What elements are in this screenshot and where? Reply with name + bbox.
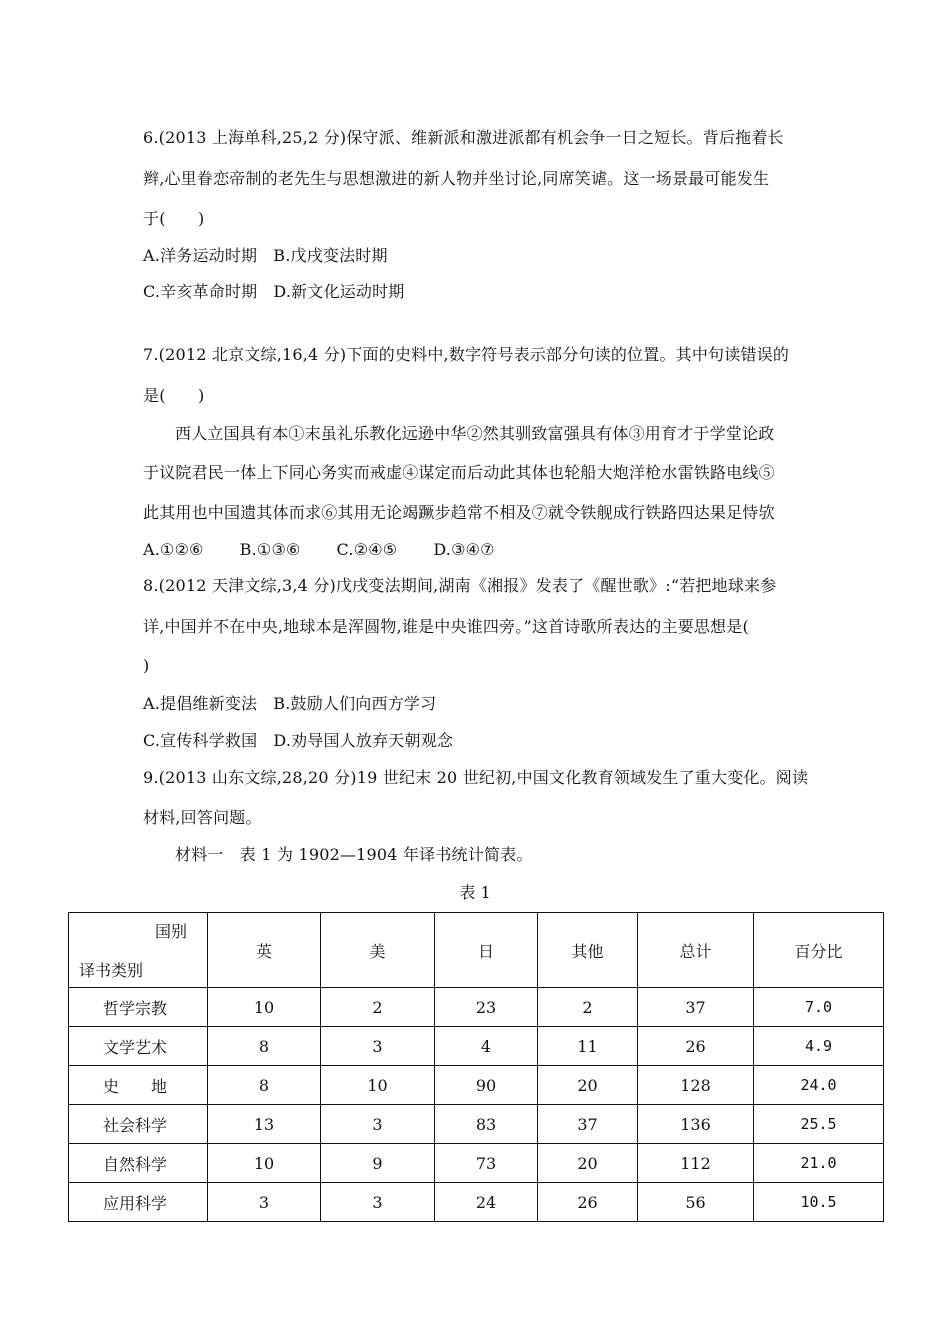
q6-options-row-2 <box>143 282 405 302</box>
table-cell: 3 <box>208 1183 321 1222</box>
q9-line-1: 9.(2013 山东文综,28,20 分)19 世纪末 20 世纪初,中国文化教育领域发生了重大变化。阅读 <box>143 768 809 787</box>
table-cell: 56 <box>638 1183 754 1222</box>
row-label: 应用科学 <box>69 1183 208 1222</box>
row-label: 社会科学 <box>69 1105 208 1144</box>
table-row <box>69 1066 884 1105</box>
table-header-row <box>69 913 884 988</box>
q8-options-row-1 <box>143 694 436 714</box>
q6-options-row-1 <box>143 246 388 266</box>
table-row <box>69 1144 884 1183</box>
corner-label-country: 国别 <box>154 922 187 941</box>
table-cell: 8 <box>208 1027 321 1066</box>
table-cell: 83 <box>435 1105 538 1144</box>
table-cell: 2 <box>538 988 638 1027</box>
q8-line-3: ) <box>143 656 150 675</box>
q8-option-c[interactable]: C.宣传科学救国 <box>143 731 258 750</box>
table-cell: 73 <box>435 1144 538 1183</box>
table-cell: 2 <box>321 988 435 1027</box>
q7-passage-line-2: 于议院君民一体上下同心务实而戒虚④谋定而后动此其体也轮船大炮洋枪水雷铁路电线⑤ <box>143 463 775 482</box>
q6-line-2: 辫,心里眷恋帝制的老先生与思想激进的新人物并坐讨论,同席笑谑。这一场景最可能发生 <box>143 169 770 188</box>
row-label: 自然科学 <box>69 1144 208 1183</box>
table-row <box>69 1105 884 1144</box>
table-cell: 26 <box>538 1183 638 1222</box>
table-cell: 4 <box>435 1027 538 1066</box>
table-cell: 25.5 <box>754 1105 884 1144</box>
table-cell: 10 <box>321 1066 435 1105</box>
table-cell: 136 <box>638 1105 754 1144</box>
table-cell: 24.0 <box>754 1066 884 1105</box>
q7-options-row <box>143 540 495 560</box>
table-cell: 10.5 <box>754 1183 884 1222</box>
table-row <box>69 1183 884 1222</box>
table-cell: 24 <box>435 1183 538 1222</box>
table-caption: 表 1 <box>459 883 491 902</box>
q7-line-2: 是( ) <box>143 386 205 405</box>
q6-line-3: 于( ) <box>143 209 205 228</box>
table-cell: 20 <box>538 1066 638 1105</box>
table-cell: 37 <box>638 988 754 1027</box>
q7-option-b[interactable]: B.①③⑥ <box>239 540 301 559</box>
q6-line-1: 6.(2013 上海单科,25,2 分)保守派、维新派和激进派都有机会争一日之短长。背后拖着长 <box>143 128 784 147</box>
table-cell: 4.9 <box>754 1027 884 1066</box>
table-cell: 13 <box>208 1105 321 1144</box>
row-label: 文学艺术 <box>69 1027 208 1066</box>
column-header: 其他 <box>538 913 638 988</box>
table-cell: 20 <box>538 1144 638 1183</box>
q8-option-b[interactable]: B.鼓励人们向西方学习 <box>273 694 437 713</box>
q8-options-row-2 <box>143 731 453 751</box>
table-cell: 8 <box>208 1066 321 1105</box>
table-cell: 10 <box>208 988 321 1027</box>
q7-option-d[interactable]: D.③④⑦ <box>433 540 495 559</box>
row-label: 史 地 <box>69 1066 208 1105</box>
table-cell: 128 <box>638 1066 754 1105</box>
q7-option-a[interactable]: A.①②⑥ <box>143 540 204 559</box>
column-header: 百分比 <box>754 913 884 988</box>
q6-option-c[interactable]: C.辛亥革命时期 <box>143 282 258 301</box>
q7-passage-line-3: 此其用也中国遗其体而求⑥其用无论竭蹶步趋常不相及⑦就令铁舰成行铁路四达果足恃欤 <box>143 503 775 522</box>
table-cell: 10 <box>208 1144 321 1183</box>
table-cell: 26 <box>638 1027 754 1066</box>
q6-option-a[interactable]: A.洋务运动时期 <box>143 246 258 265</box>
q7-passage-line-1: 西人立国具有本①末虽礼乐教化远逊中华②然其驯致富强具有体③用育才于学堂论政 <box>175 424 775 443</box>
row-label: 哲学宗教 <box>69 988 208 1027</box>
table-cell: 37 <box>538 1105 638 1144</box>
table-row <box>69 988 884 1027</box>
q7-option-c[interactable]: C.②④⑤ <box>336 540 398 559</box>
table-cell: 9 <box>321 1144 435 1183</box>
q8-option-a[interactable]: A.提倡维新变法 <box>143 694 258 713</box>
table-cell: 90 <box>435 1066 538 1105</box>
corner-label-category: 译书类别 <box>79 961 144 980</box>
translation-stats-table <box>68 912 884 1222</box>
table-cell: 112 <box>638 1144 754 1183</box>
column-header: 英 <box>208 913 321 988</box>
q7-line-1: 7.(2012 北京文综,16,4 分)下面的史料中,数字符号表示部分句读的位置。其中句读错误的 <box>143 345 790 364</box>
column-header: 美 <box>321 913 435 988</box>
q9-line-2: 材料,回答问题。 <box>143 808 262 827</box>
column-header: 总计 <box>638 913 754 988</box>
q9-material-label: 材料一 表 1 为 1902—1904 年译书统计简表。 <box>175 845 533 864</box>
q8-line-2: 详,中国并不在中央,地球本是浑圆物,谁是中央谁四旁。”这首诗歌所表达的主要思想是( <box>143 617 749 636</box>
table-cell: 11 <box>538 1027 638 1066</box>
table-cell: 3 <box>321 1027 435 1066</box>
q8-option-d[interactable]: D.劝导国人放弃天朝观念 <box>273 731 454 750</box>
table-cell: 7.0 <box>754 988 884 1027</box>
table-cell: 3 <box>321 1183 435 1222</box>
table-corner-cell <box>69 913 208 988</box>
q8-line-1: 8.(2012 天津文综,3,4 分)戊戌变法期间,湖南《湘报》发表了《醒世歌》:“若把地球来参 <box>143 576 777 595</box>
q6-option-b[interactable]: B.戊戌变法时期 <box>273 246 388 265</box>
table-row <box>69 1027 884 1066</box>
table-cell: 21.0 <box>754 1144 884 1183</box>
table-cell: 23 <box>435 988 538 1027</box>
column-header: 日 <box>435 913 538 988</box>
table-cell: 3 <box>321 1105 435 1144</box>
q6-option-d[interactable]: D.新文化运动时期 <box>273 282 405 301</box>
